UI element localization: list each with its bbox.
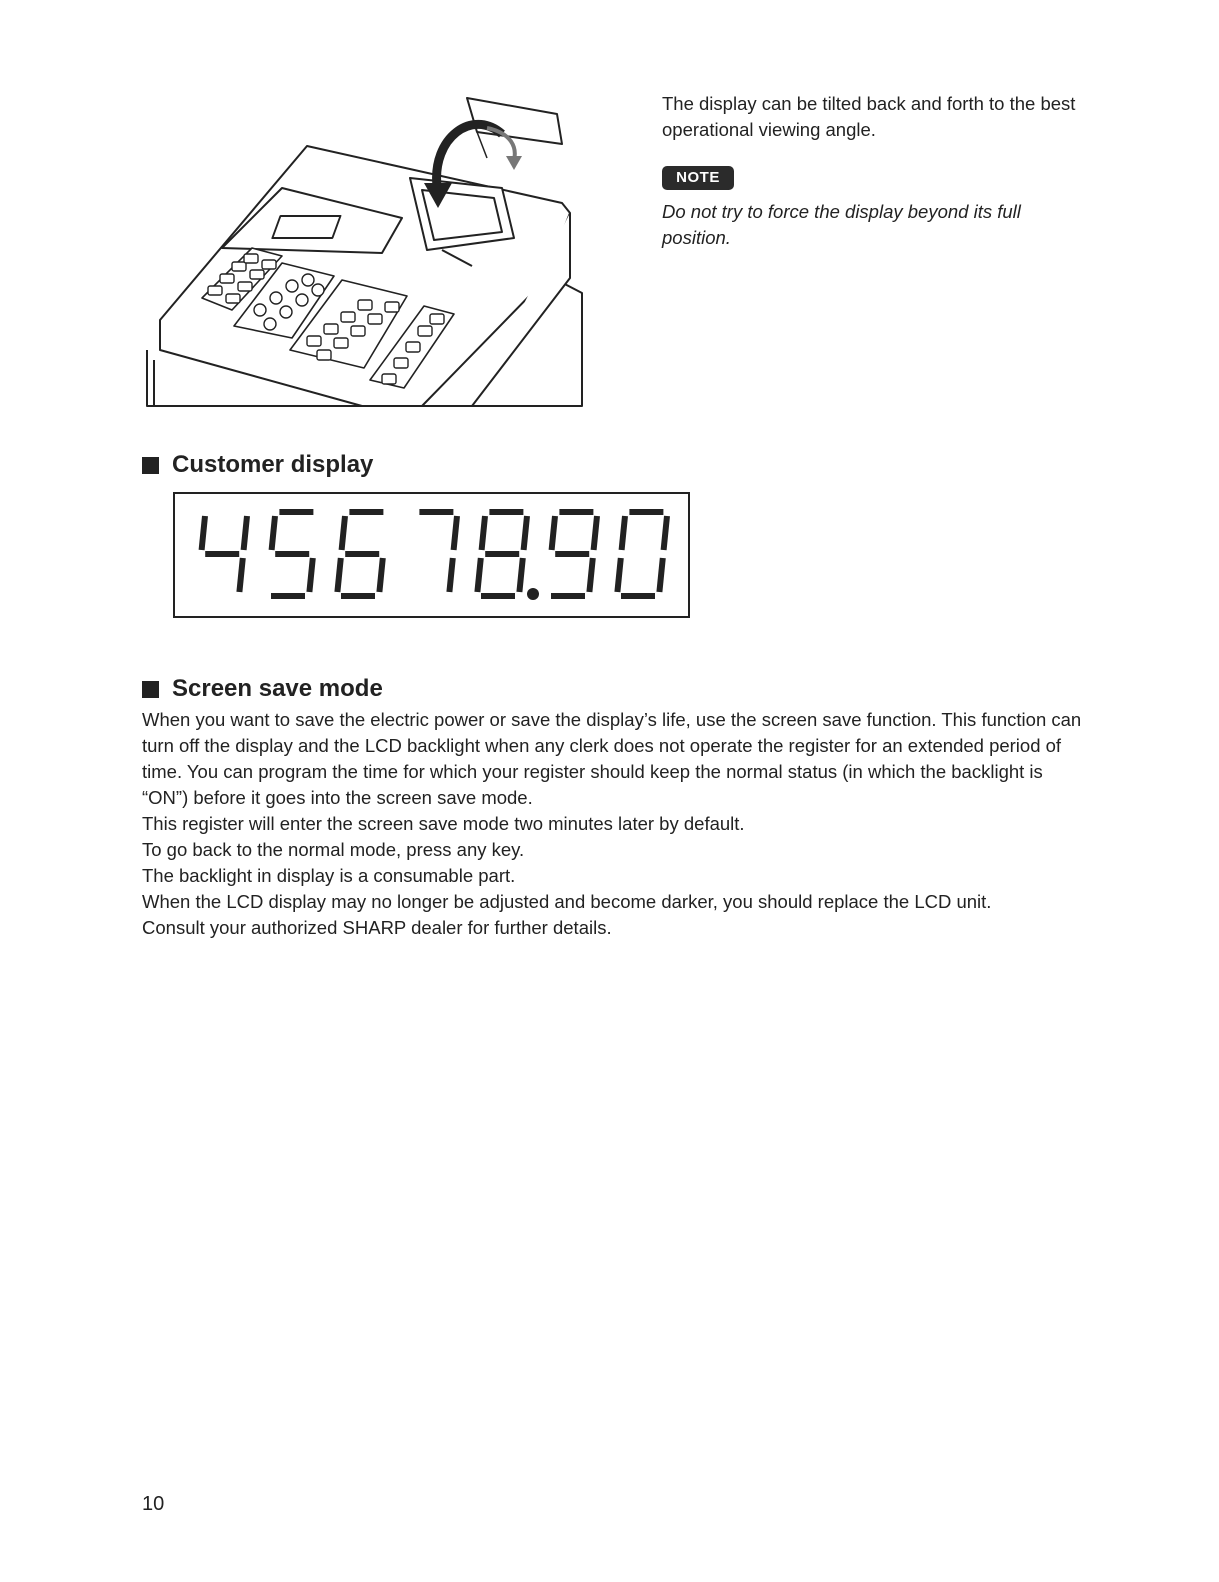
- segment-b: [244, 516, 247, 550]
- segment-f: [272, 516, 275, 550]
- display-digit: [271, 512, 313, 596]
- square-bullet-icon: [142, 457, 159, 474]
- customer-display-heading: [142, 450, 373, 480]
- screen-save-paragraph: When you want to save the electric power or save the display’s life, use the screen save function. This function can turn off the display and the LCD backlight when any clerk does not operate the register for an extended period of time. You can program the time for which your register should keep the normal status (in which the backlight is “ON”) before it goes into the screen save mode.: [142, 709, 1082, 808]
- cash-register-illustration: [142, 88, 592, 408]
- segment-e: [617, 558, 620, 592]
- display-digit: [202, 516, 247, 592]
- note-badge: NOTE: [662, 166, 734, 190]
- customer-display-heading-text: Customer display: [172, 451, 374, 478]
- segment-f: [342, 516, 345, 550]
- display-digit: [419, 512, 457, 592]
- screen-save-line: Consult your authorized SHARP dealer for further details.: [142, 917, 612, 938]
- segment-c: [309, 558, 312, 592]
- screen-save-line: When the LCD display may no longer be adjusted and become darker, you should replace the LCD unit.: [142, 891, 992, 912]
- segment-b: [594, 516, 597, 550]
- screen-save-line: This register will enter the screen save mode two minutes later by default.: [142, 813, 745, 834]
- segment-c: [239, 558, 242, 592]
- display-digit: [551, 512, 597, 596]
- segment-f: [622, 516, 625, 550]
- segment-b: [524, 516, 527, 550]
- display-digit: [337, 512, 383, 596]
- square-bullet-icon: [142, 681, 159, 698]
- note-text: Do not try to force the display beyond its full position.: [662, 201, 1021, 248]
- page-number: 10: [142, 1493, 165, 1515]
- segment-e: [477, 558, 480, 592]
- segment-e: [337, 558, 340, 592]
- screen-save-heading: [142, 674, 383, 704]
- seven-segment-display: [175, 494, 687, 615]
- screen-save-heading-text: Screen save mode: [172, 675, 383, 702]
- segment-b: [454, 516, 457, 550]
- display-digit: [617, 512, 667, 596]
- segment-c: [659, 558, 662, 592]
- customer-display-panel: [173, 492, 690, 618]
- screen-save-line: To go back to the normal mode, press any key.: [142, 839, 525, 860]
- display-digit: [477, 512, 539, 600]
- segment-f: [552, 516, 555, 550]
- segment-c: [449, 558, 452, 592]
- screen-save-line: The backlight in display is a consumable part.: [142, 865, 516, 886]
- decimal-point: [527, 588, 539, 600]
- segment-c: [379, 558, 382, 592]
- segment-c: [589, 558, 592, 592]
- segment-f: [482, 516, 485, 550]
- tilt-description: The display can be tilted back and forth to the best operational viewing angle.: [662, 93, 1076, 140]
- segment-f: [202, 516, 205, 550]
- screen-save-body: [142, 707, 1082, 941]
- segment-c: [519, 558, 522, 592]
- segment-b: [664, 516, 667, 550]
